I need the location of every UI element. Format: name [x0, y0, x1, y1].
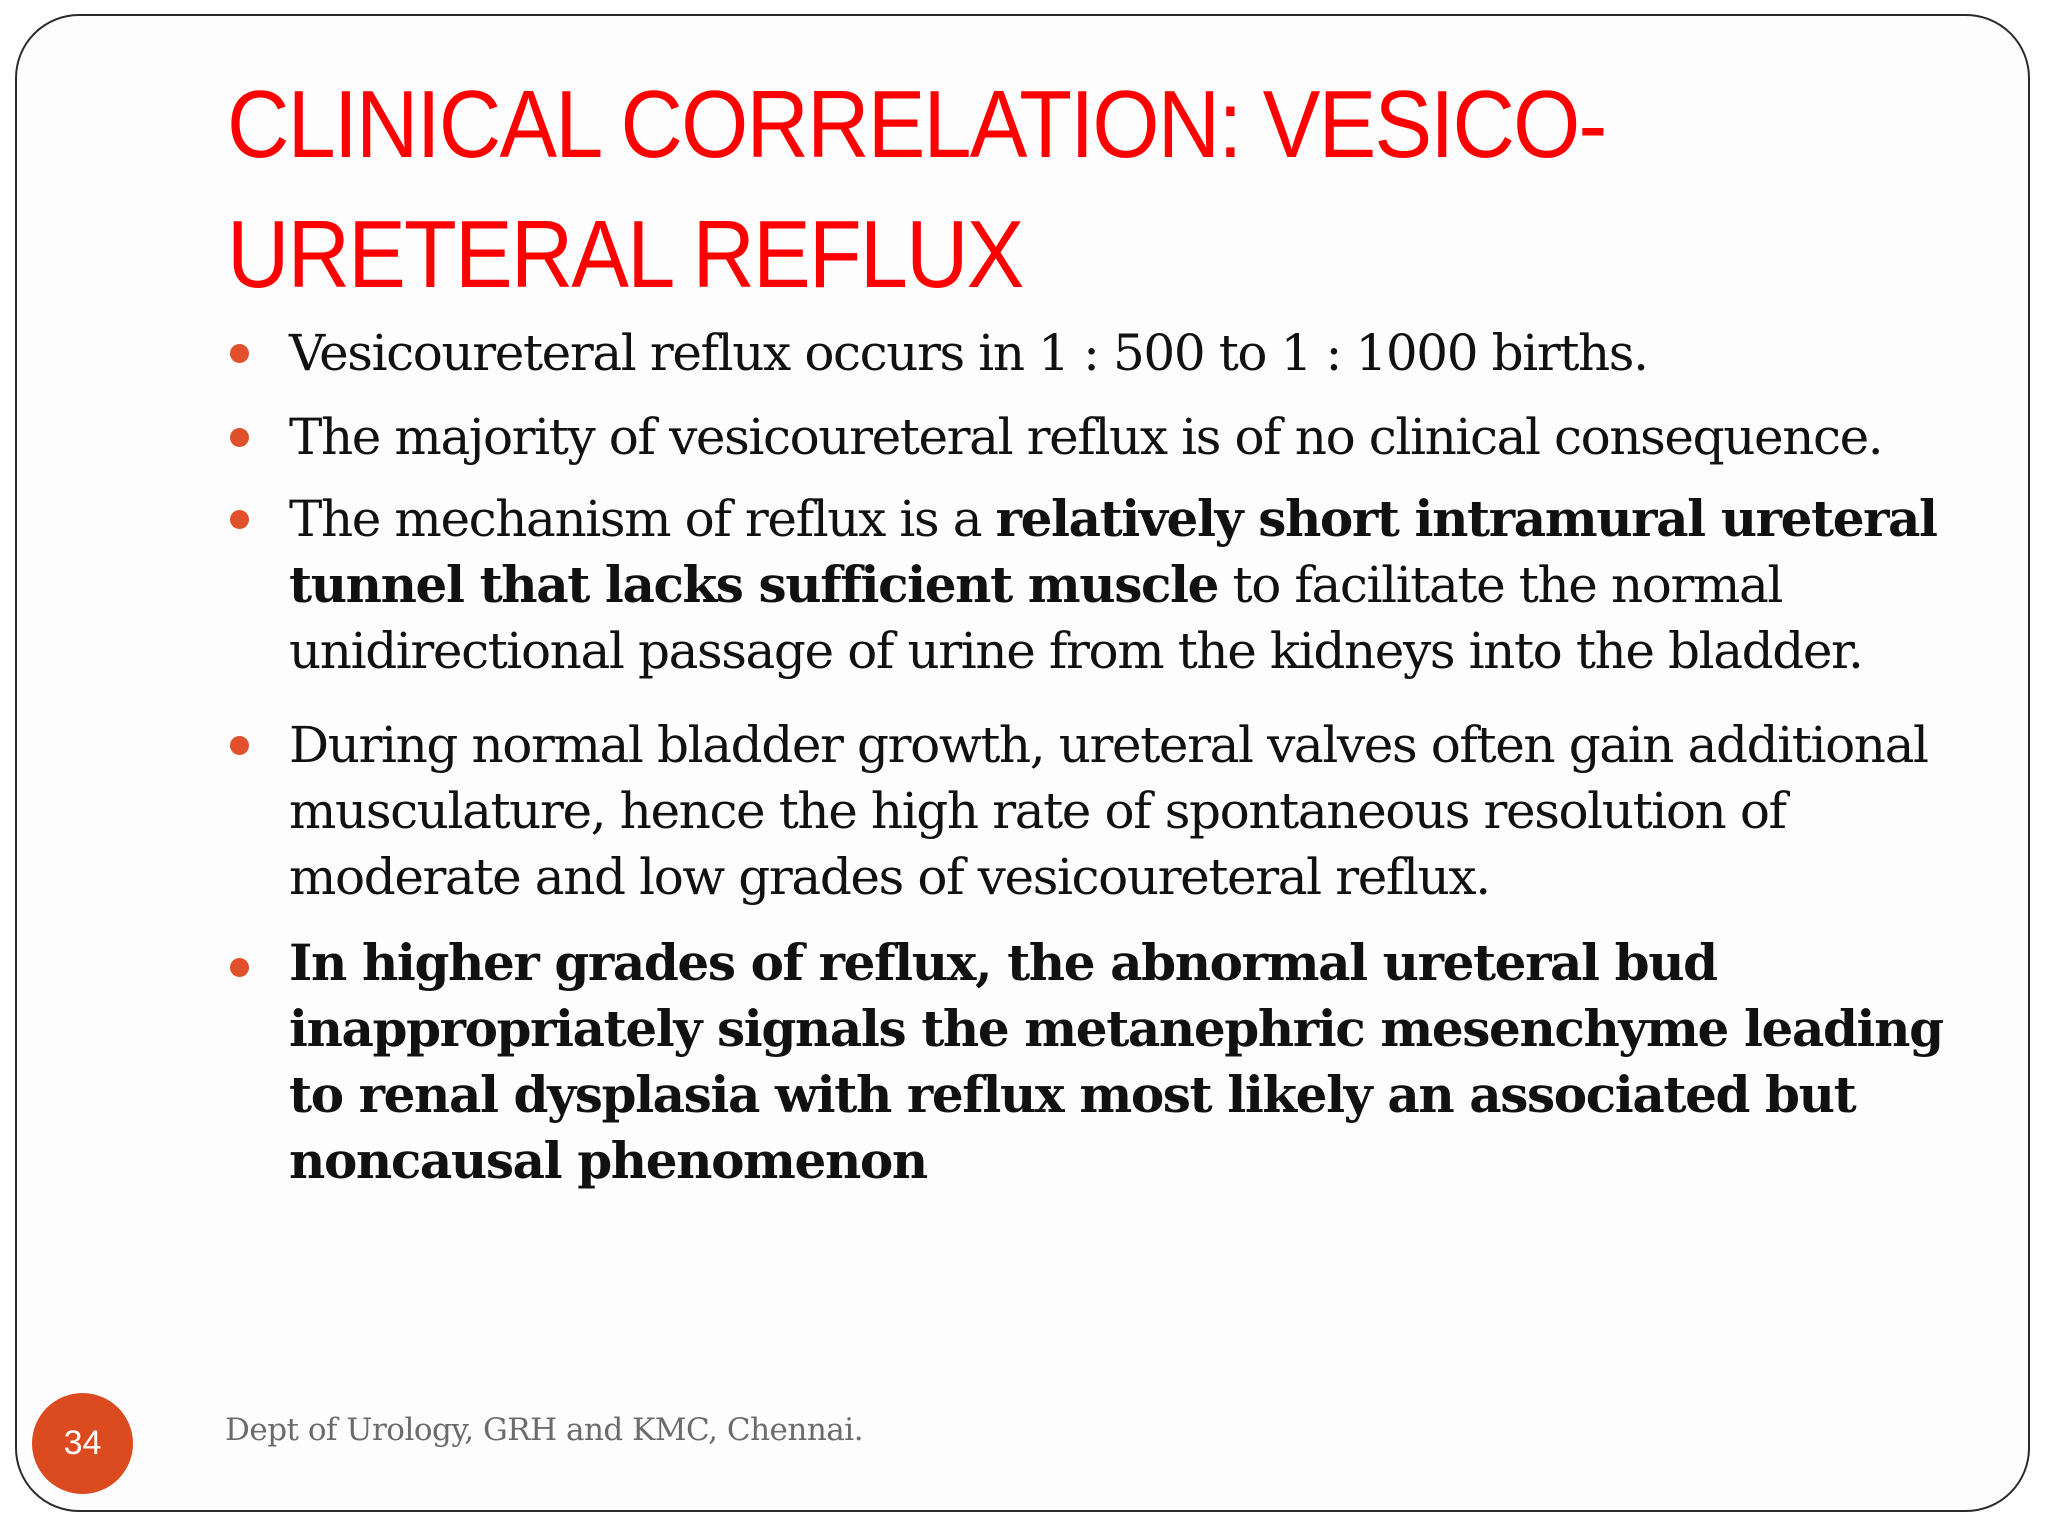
page-number-badge [32, 1393, 133, 1494]
bullet-text: The majority of vesicoureteral reflux is of no clinical consequence. [289, 408, 1883, 466]
bullet-dot-icon [230, 510, 249, 529]
bullet-item [227, 404, 1947, 470]
bullet-item [227, 320, 1947, 386]
bullet-dot-icon [230, 428, 249, 447]
bullet-text: In higher grades of reflux, the abnormal ureteral bud inappropriately signals the metanephric mesenchyme leading to renal dysplasia with reflux most likely an associated but noncausal phenomenon [289, 933, 1943, 1190]
bullet-text-emphasis: relatively short intramural ureteral tunnel that lacks sufficient muscle [289, 489, 1937, 614]
bullet-dot-icon [230, 958, 249, 977]
bullet-dot-icon [230, 344, 249, 363]
page-number: 34 [63, 1424, 102, 1462]
bullet-list [227, 320, 1947, 1194]
footer-text: Dept of Urology, GRH and KMC, Chennai. [225, 1412, 864, 1448]
bullet-dot-icon [230, 736, 249, 755]
bullet-item [227, 486, 1947, 684]
bullet-item [227, 930, 1947, 1194]
slide-title: CLINICAL CORRELATION: VESICO-URETERAL REFLUX [227, 71, 1606, 308]
bullet-text-before: The mechanism of reflux is a [289, 490, 996, 548]
bullet-text: During normal bladder growth, ureteral valves often gain additional musculature, hence the high rate of spontaneous resolution of moderate and low grades of vesicoureteral reflux. [289, 716, 1928, 906]
bullet-item [227, 712, 1947, 910]
bullet-text: Vesicoureteral reflux occurs in 1 : 500 to 1 : 1000 births. [289, 324, 1648, 382]
bullet-text-after: to facilitate the normal unidirectional passage of urine from the kidneys into the bladder. [289, 556, 1863, 680]
